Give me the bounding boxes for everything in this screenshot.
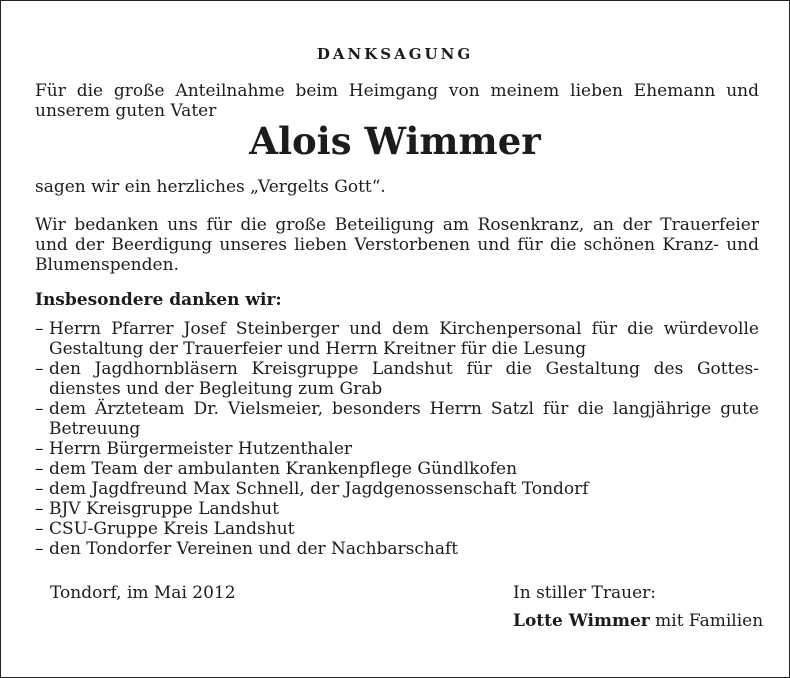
list-item (35, 519, 759, 539)
list-item (35, 459, 759, 479)
list-item-text: BJV Kreisgruppe Landshut (49, 499, 279, 519)
thanks-line: sagen wir ein herzliches „Vergelts Gott“. (35, 177, 386, 197)
list-item-text: dem Jagdfreund Max Schnell, der Jagdgenossenschaft Tondorf (49, 479, 589, 499)
list-item-text: den Tondorfer Vereinen und der Nachbarschaft (49, 539, 459, 559)
list-item (35, 539, 759, 559)
intro-text: Für die große Anteilnahme beim Heimgang von meinem lieben Ehemann und unserem guten Vater (35, 81, 759, 121)
list-item (35, 399, 759, 439)
signature-suffix: mit Familien (649, 611, 764, 631)
list-item (35, 319, 759, 359)
list-item (35, 499, 759, 519)
thanks-list (35, 319, 759, 559)
list-item-text: dem Ärzteteam Dr. Vielsmeier, besonders Herrn Satzl für die langjährige gute Betreuung (49, 399, 759, 439)
signature (513, 611, 763, 631)
list-dash: – (35, 359, 44, 379)
notice-title: DANKSAGUNG (316, 45, 474, 63)
list-dash: – (35, 319, 44, 339)
list-item-text: dem Team der ambulanten Krankenpflege Gündlkofen (49, 459, 518, 479)
list-item (35, 479, 759, 499)
signature-name: Lotte Wimmer (513, 611, 650, 631)
mourning-line: In stiller Trauer: (513, 583, 656, 603)
thanks-paragraph: Wir bedanken uns für die große Beteiligung am Rosenkranz, an der Trauerfeier und der Beerdigung unseres lieben Verstorbenen und für die schönen Kranz- und Blumenspenden. (35, 215, 759, 275)
list-dash: – (35, 539, 44, 559)
special-thanks-heading: Insbesondere danken wir: (35, 290, 282, 310)
place-date: Tondorf, im Mai 2012 (50, 583, 236, 603)
list-dash: – (35, 479, 44, 499)
list-dash: – (35, 399, 44, 419)
list-dash: – (35, 519, 44, 539)
list-dash: – (35, 459, 44, 479)
list-item-text: Herrn Bürgermeister Hutzenthaler (49, 439, 353, 459)
list-dash: – (35, 439, 44, 459)
list-dash: – (35, 499, 44, 519)
list-item (35, 439, 759, 459)
list-item-text: Herrn Pfarrer Josef Steinberger und dem Kirchenpersonal für die würdevolle Gestaltung der Trauerfeier und Herrn Kreitner für die Lesung (49, 319, 759, 359)
list-item-text: CSU-Gruppe Kreis Landshut (49, 519, 295, 539)
deceased-name: Alois Wimmer (249, 119, 541, 163)
list-item (35, 359, 759, 399)
list-item-text: den Jagdhornbläsern Kreisgruppe Landshut für die Gestaltung des Gottes-dienstes und der Begleitung zum Grab (49, 359, 759, 399)
